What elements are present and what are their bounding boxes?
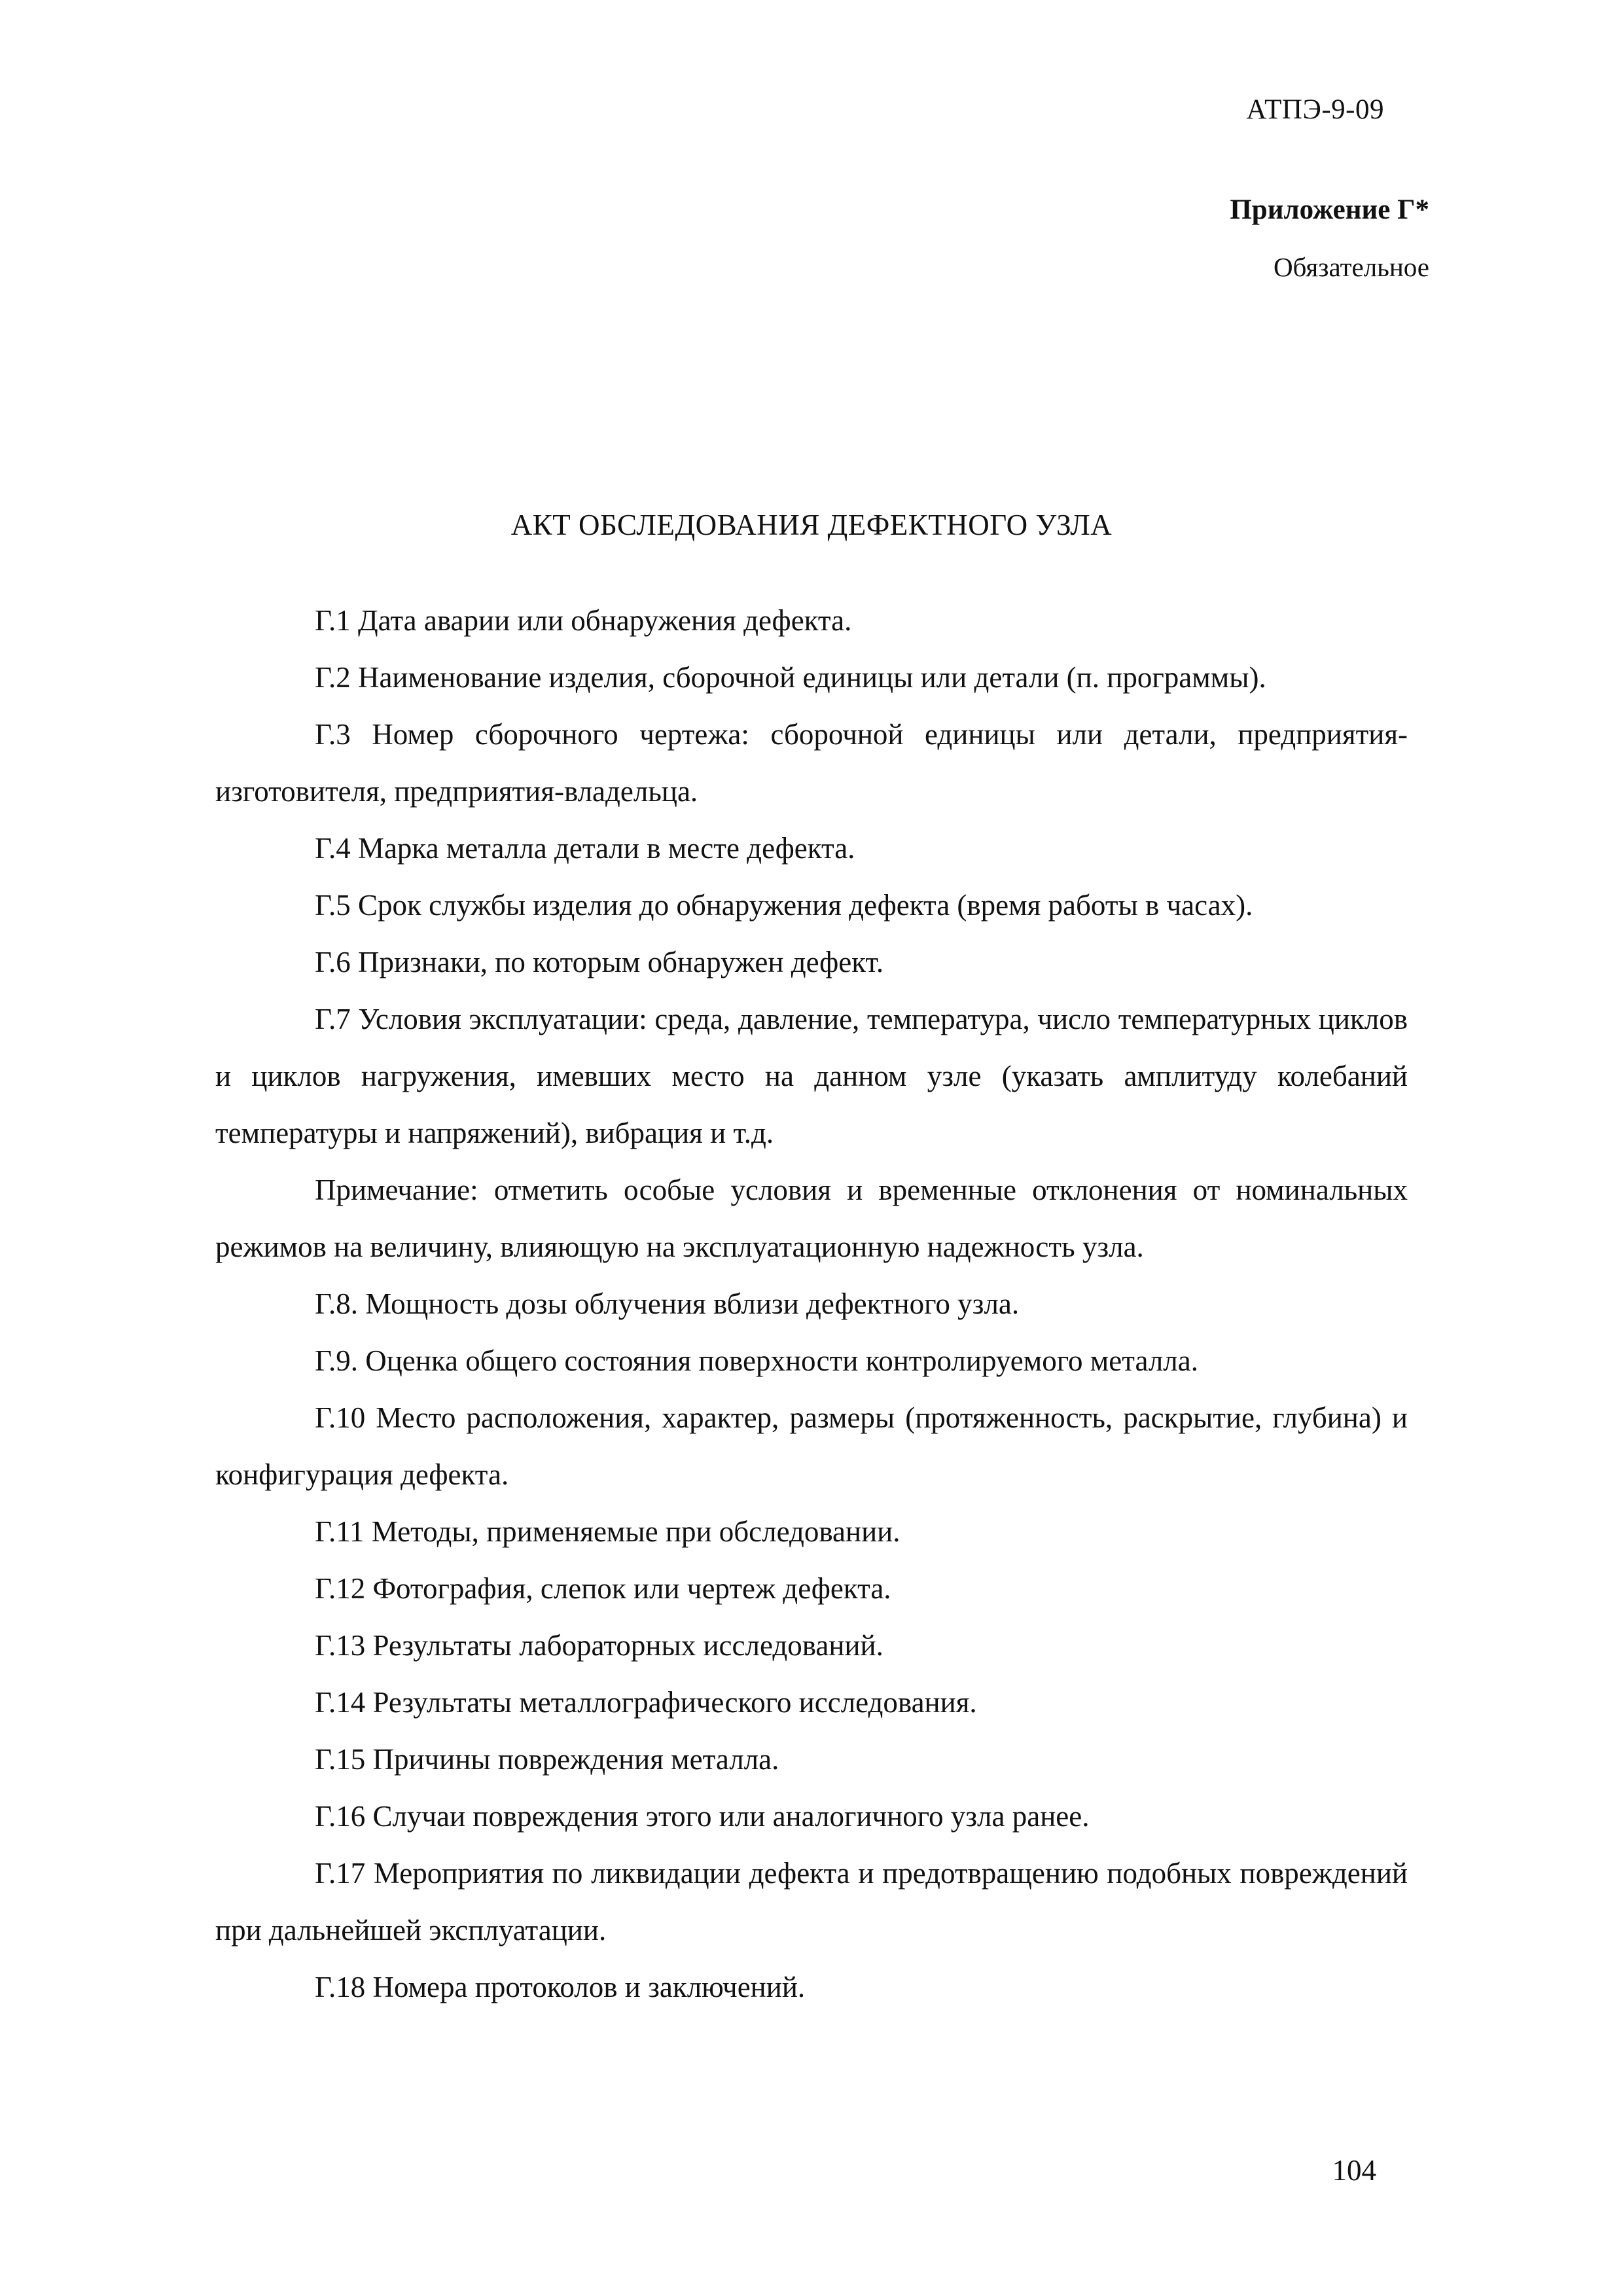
page-number: 104	[1332, 2154, 1376, 2187]
item-g10: Г.10 Место расположения, характер, размеры (протяженность, раскрытие, глубина) и конфигурация дефекта.	[215, 1401, 1408, 1491]
item-g5: Г.5 Срок службы изделия до обнаружения дефекта (время работы в часах).	[315, 889, 1253, 922]
note-paragraph: Примечание: отметить особые условия и временные отклонения от номинальных режимов на величину, влияющую на эксплуатационную надежность узла.	[215, 1174, 1408, 1263]
item-g6: Г.6 Признаки, по которым обнаружен дефект.	[315, 946, 884, 978]
appendix-title: Приложение Г*	[1230, 194, 1429, 225]
item-g4: Г.4 Марка металла детали в месте дефекта.	[315, 832, 855, 865]
item-g17: Г.17 Мероприятия по ликвидации дефекта и предотвращению подобных повреждений при дальнейшей эксплуатации.	[215, 1857, 1408, 1946]
document-code: АТПЭ-9-09	[1246, 94, 1384, 125]
item-g8: Г.8. Мощность дозы облучения вблизи дефектного узла.	[315, 1287, 1020, 1320]
item-g11: Г.11 Методы, применяемые при обследовании.	[315, 1515, 901, 1548]
item-g13: Г.13 Результаты лабораторных исследований.	[315, 1629, 883, 1662]
item-g3: Г.3 Номер сборочного чертежа: сборочной единицы или детали, предприятия-изготовителя, предприятия-владельца.	[215, 718, 1408, 808]
item-g16: Г.16 Случаи повреждения этого или аналогичного узла ранее.	[315, 1800, 1090, 1833]
item-g14: Г.14 Результаты металлографического исследования.	[315, 1686, 977, 1719]
item-g15: Г.15 Причины повреждения металла.	[315, 1743, 779, 1776]
document-title: АКТ ОБСЛЕДОВАНИЯ ДЕФЕКТНОГО УЗЛА	[510, 509, 1113, 541]
item-g9: Г.9. Оценка общего состояния поверхности контролируемого металла.	[315, 1344, 1198, 1377]
item-g1: Г.1 Дата аварии или обнаружения дефекта.	[315, 604, 852, 637]
appendix-status: Обязательное	[1273, 252, 1429, 282]
document-body	[215, 592, 1408, 2016]
item-g2: Г.2 Наименование изделия, сборочной единицы или детали (п. программы).	[315, 661, 1266, 694]
item-g12: Г.12 Фотография, слепок или чертеж дефекта.	[315, 1572, 891, 1605]
item-g7: Г.7 Условия эксплуатации: среда, давление, температура, число температурных циклов и циклов нагружения, имевших место на данном узле (указать амплитуду колебаний температуры и напряжений), вибрация и т.д.	[215, 1003, 1408, 1149]
item-g18: Г.18 Номера протоколов и заключений.	[315, 1971, 806, 2003]
